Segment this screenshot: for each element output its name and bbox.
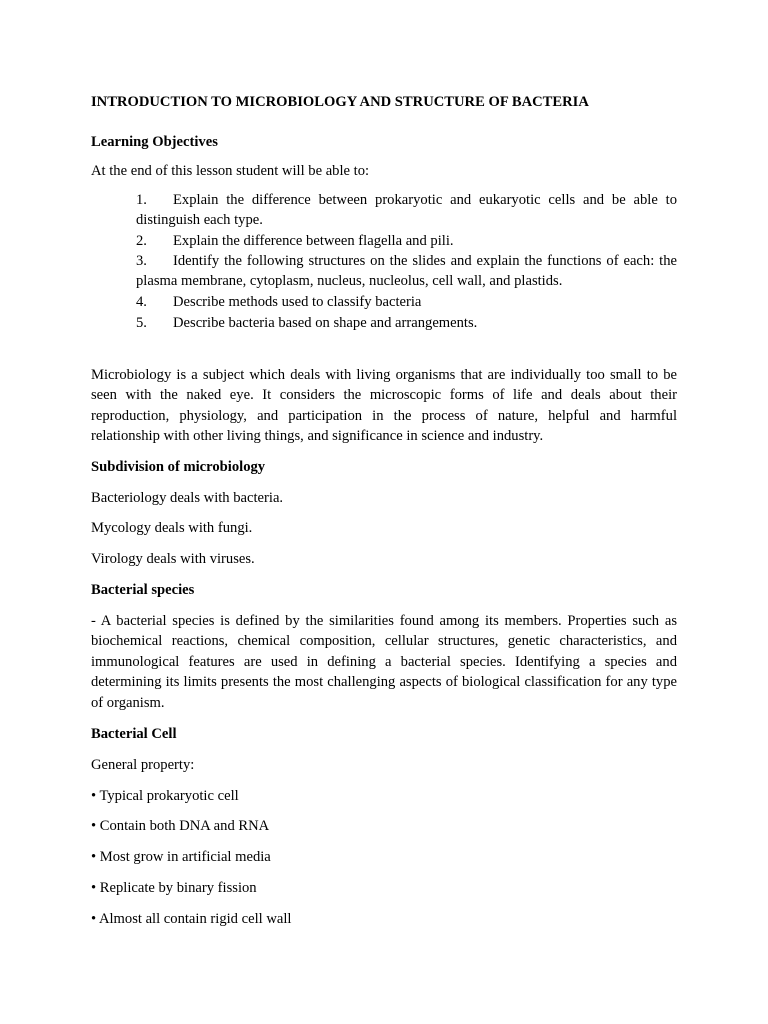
objective-number: 2. — [136, 233, 147, 249]
subdivision-line: Mycology deals with fungi. — [91, 520, 253, 536]
cell-subheading: General property: — [91, 757, 195, 773]
objective-item-4 — [136, 292, 677, 312]
cell-property-bullet: • Replicate by binary fission — [91, 880, 257, 896]
objectives-heading: Learning Objectives — [91, 134, 218, 150]
species-paragraph: - A bacterial species is defined by the similarities found among its members. Properties such as biochemical reactions, chemical composition, cellular structures, genetic characteristics, and immunological features are used in defining a bacterial species. Identifying a species and determining its limits presents the most challenging aspects of biological classification for any type of organism. — [91, 613, 677, 711]
subdivision-heading: Subdivision of microbiology — [91, 459, 266, 475]
objective-text: Identify the following structures on the slides and explain the functions of each: the plasma membrane, cytoplasm, nucleus, nucleolus, cell wall, and plastids. — [136, 253, 677, 290]
cell-heading: Bacterial Cell — [91, 726, 177, 742]
subdivision-line: Bacteriology deals with bacteria. — [91, 490, 284, 506]
document-title: INTRODUCTION TO MICROBIOLOGY AND STRUCTURE OF BACTERIA — [91, 94, 589, 110]
objective-text: Describe methods used to classify bacteria — [173, 294, 422, 310]
objective-text: Explain the difference between flagella and pili. — [173, 233, 454, 249]
species-heading: Bacterial species — [91, 582, 195, 598]
cell-property-bullet: • Almost all contain rigid cell wall — [91, 911, 292, 927]
cell-property-bullet: • Contain both DNA and RNA — [91, 818, 270, 834]
objective-number: 1. — [136, 192, 147, 208]
objective-item-1 — [136, 190, 677, 231]
objective-item-2 — [136, 231, 677, 251]
objective-number: 4. — [136, 294, 147, 310]
cell-property-bullet: • Typical prokaryotic cell — [91, 788, 239, 804]
objective-number: 5. — [136, 315, 147, 331]
cell-property-bullet: • Most grow in artificial media — [91, 849, 271, 865]
objective-text: Describe bacteria based on shape and arrangements. — [173, 315, 478, 331]
objective-number: 3. — [136, 253, 147, 269]
intro-paragraph: Microbiology is a subject which deals with living organisms that are individually too small to be seen with the naked eye. It considers the microscopic forms of life and deals about their reproduction, physiology, and participation in the process of nature, helpful and harmful relationship with other living things, and significance in science and industry. — [91, 367, 677, 445]
objective-item-3 — [136, 251, 677, 292]
objective-text: Explain the difference between prokaryotic and eukaryotic cells and be able to distinguish each type. — [136, 192, 677, 229]
objectives-intro: At the end of this lesson student will be able to: — [91, 163, 370, 179]
subdivision-line: Virology deals with viruses. — [91, 551, 255, 567]
objective-item-5 — [136, 313, 677, 333]
